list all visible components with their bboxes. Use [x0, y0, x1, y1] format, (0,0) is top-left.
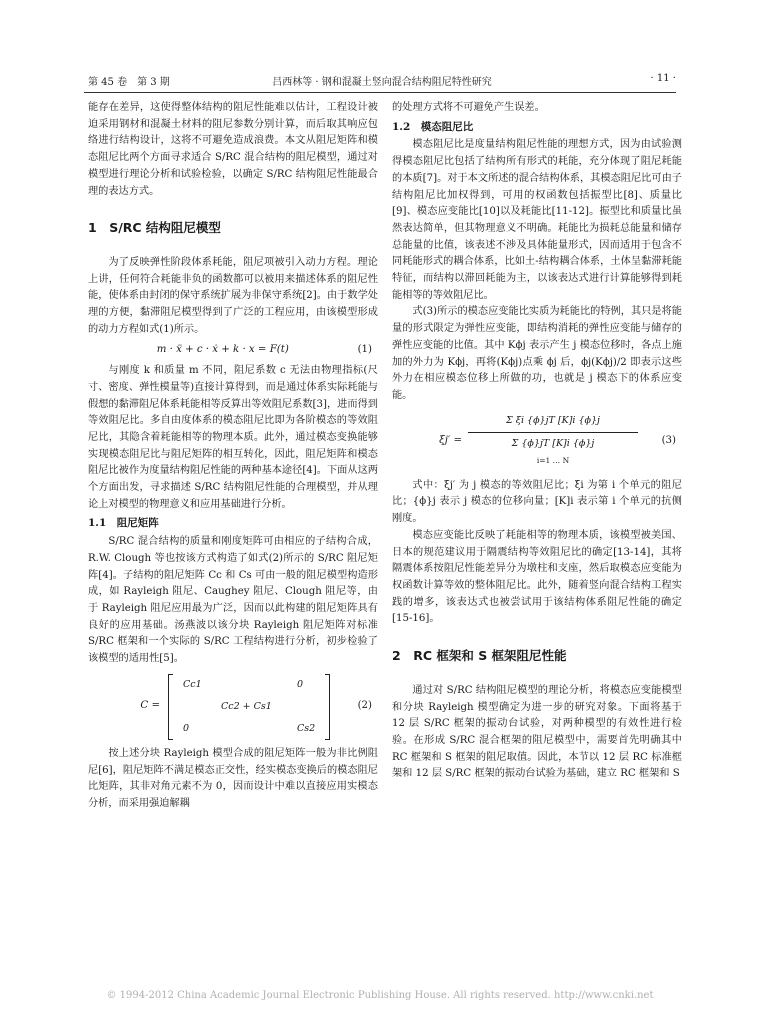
- paragraph-frame-damping: 通过对 S/RC 结构阻尼模型的理论分析，将模态应变能模型和分块 Rayleigh 模型确定为进一步的研究对象。下面将基于 12 层 S/RC 框架的振动台试验，对两种模型的有效性进行检验。在形成 S/RC 混合框架的阻尼模型中，需要首先明确其中 RC 框架和 S 框架的阻尼取值。因此，本节以 12 层 RC 标准框架和 12 层 S/RC 框架的振动台试验为基础，建立 RC 框架和 S: [392, 684, 682, 780]
- section-heading-1: 1 S/RC 结构阻尼模型: [88, 220, 221, 236]
- equation-3-denominator: Σ {ϕ}jT [K]i {ϕ}j: [511, 438, 595, 450]
- equation-3-numerator: Σ ξi {ϕ}jT [K]i {ϕ}j: [506, 414, 600, 426]
- header-rule: [84, 92, 676, 93]
- section-heading-2: 2 RC 框架和 S 框架阻尼性能: [392, 648, 567, 664]
- equation-3-lhs: ξj′ =: [439, 434, 462, 446]
- paragraph-strain-energy: 式(3)所示的模态应变能比实质为耗能比的特例，其只是将能量的形式限定为弹性应变能，即结构消耗的弹性应变能与储存的弹性应变能的比值。其中 Kϕj 表示产生 j 模态位移时，各点上施加的外力为 Kϕj，再将(Kϕj)点乘 ϕj 后，ϕj(Kϕj)/2 即表示这些外力在相应模态位移上所做的功，也就是 j 模态下的体系应变能。: [392, 306, 682, 401]
- volume-issue: 第 45 卷 第 3 期: [88, 77, 170, 88]
- matrix-c11: Cc1: [183, 678, 202, 690]
- equation-2-number: (2): [357, 700, 372, 712]
- equation-1-number: (1): [357, 344, 372, 356]
- section-heading-1-1: 1.1 阻尼矩阵: [88, 517, 159, 530]
- running-header: [88, 70, 676, 88]
- matrix-c22: Cc2 + Cs1: [221, 700, 272, 712]
- paragraph-intro-end: 能存在差异，这使得整体结构的阻尼性能难以估计，工程设计被迫采用钢材和混凝土材料的阻尼参数分别计算，而后取其响应包络进行结构设计，这将不可避免造成浪费。本文从阻尼矩阵和模态阻尼比两个方面寻求适合 S/RC 混合结构的阻尼模型，通过对模型进行理论分析和试验检验，以确定 S/RC 结构阻尼性能最合理的表达方式。: [88, 102, 378, 197]
- paragraph-continued: 的处理方式将不可避免产生误差。: [392, 102, 545, 113]
- right-column: [392, 100, 682, 783]
- fraction-bar: [468, 432, 638, 433]
- paragraph-nonproportional: 按上述分块 Rayleigh 模型合成的阻尼矩阵一般为非比例阻尼[6]，阻尼矩阵不满足模态正交性，经实模态变换后的模态阻尼比矩阵，其非对角元素不为 0，因而设计中难以直接应用实模态分析，而采用强迫解耦: [88, 747, 378, 809]
- matrix-c33: Cs2: [297, 722, 316, 734]
- paragraph-code-adoption: 模态应变能比反映了耗能相等的物理本质，该模型被美国、日本的规范建议用于隔震结构等效阻尼比的确定[13-14]，其将隔震体系按阻尼性能差异分为墩柱和支座，然后取模态应变能为权函数计算等效的整体阻尼比。此外，随着竖向混合结构工程实践的增多，该表达式也被尝试用于该结构体系阻尼性能的确定[15-16]。: [392, 529, 682, 625]
- equation-2: [88, 674, 378, 740]
- section-heading-1-2: 1.2 模态阻尼比: [392, 120, 474, 133]
- paragraph-damping-term: 为了反映弹性阶段体系耗能，阻尼项被引入动力方程。理论上讲，任何符合耗能非负的函数都可以被用来描述体系的阻尼性能，使体系由封闭的保守系统扩展为非保守系统[2]。由于数学处理的方便，黏滞阻尼模型得到了广泛的工程应用，由该模型形成的动力方程如式(1)所示。: [88, 256, 378, 335]
- equation-2-lhs: C =: [140, 700, 160, 712]
- equation-1: [88, 342, 378, 359]
- equation-1-body: m · ẍ + c · ẋ + k · x = F(t): [156, 344, 289, 356]
- paragraph-damping-coefficient: 与刚度 k 和质量 m 不同，阻尼系数 c 无法由物理指标(尺寸、密度、弹性模量等)直接计算得到，而是通过体系实际耗能与假想的黏滞阻尼体系耗能相等反算出等效阻尼系数[3]，进而得到等效阻尼比。多自由度体系的模态阻尼比即为各阶模态的等效阻尼比，其隐含着耗能相等的物理本质。此外，通过模态变换能够实现模态阻尼比与阻尼矩阵的相互转化，因此，阻尼矩阵和模态阻尼比被作为度量结构阻尼性能的两种基本途径[4]。下面从这两个方面出发，寻求描述 S/RC 结构阻尼性能的合理模型，并从理论上对模型的物理意义和应用基础进行分析。: [88, 365, 378, 510]
- running-title: 吕西林等 · 钢和混凝土竖向混合结构阻尼特性研究: [272, 77, 492, 88]
- equation-3: [392, 413, 682, 470]
- equation-3-number: (3): [661, 434, 676, 446]
- matrix-c13: 0: [297, 678, 304, 690]
- paragraph-damping-matrix: S/RC 混合结构的质量和刚度矩阵可由相应的子结构合成，R.W. Clough 等也按该方式构造了如式(2)所示的 S/RC 阻尼矩阵[4]。子结构的阻尼矩阵 Cc 和 Cs 可由一般的阻尼模型构造形成，如 Rayleigh 阻尼、Caughey 阻尼、Clough 阻尼等，由于 Rayleigh 阻尼应用最为广泛，因而以此构建的阻尼矩阵具有良好的应用基础。汤燕波以该分块 Rayleigh 阻尼矩阵对标准 S/RC 框架和一个实际的 S/RC 工程结构进行分析，初步检验了该模型的适用性[5]。: [88, 536, 378, 665]
- equation-3-limits: i=1 … N: [536, 456, 570, 466]
- left-column: [88, 100, 378, 813]
- equation-3-fraction: [468, 413, 638, 470]
- paragraph-symbol-definitions: 式中：ξj′ 为 j 模态的等效阻尼比；ξi 为第 i 个单元的阻尼比；{ϕ}j 表示 j 模态的位移向量；[K]i 表示第 i 个单元的抗侧刚度。: [392, 479, 682, 525]
- paragraph-modal-damping: 模态阻尼比是度量结构阻尼性能的理想方式，因为由试验测得模态阻尼比包括了结构所有形式的耗能，充分体现了阻尼耗能的本质[7]。对于本文所述的混合结构体系，其模态阻尼比可由子结构阻尼比加权得到，可用的权函数包括振型比[8]、质量比[9]、模态应变能比[10]以及耗能比[11-12]。振型比和质量比虽然表达简单，但其物理意义不明确。耗能比为损耗总能量和储存总能量的比值，该表述不涉及具体能量形式，因而适用于包含不同耗能形式的耦合体系，比如土-结构耦合体系，土体呈黏滞耗能特征，而结构以滞回耗能为主，以该表达式进行计算能够得到耗能相等的等效阻尼比。: [392, 139, 682, 301]
- copyright-footer: © 1994-2012 China Academic Journal Electronic Publishing House. All rights reserved. http://www.cnki.net: [106, 990, 654, 1001]
- page-number: · 11 ·: [650, 73, 676, 84]
- matrix-c31: 0: [183, 722, 190, 734]
- damping-matrix: [168, 674, 330, 740]
